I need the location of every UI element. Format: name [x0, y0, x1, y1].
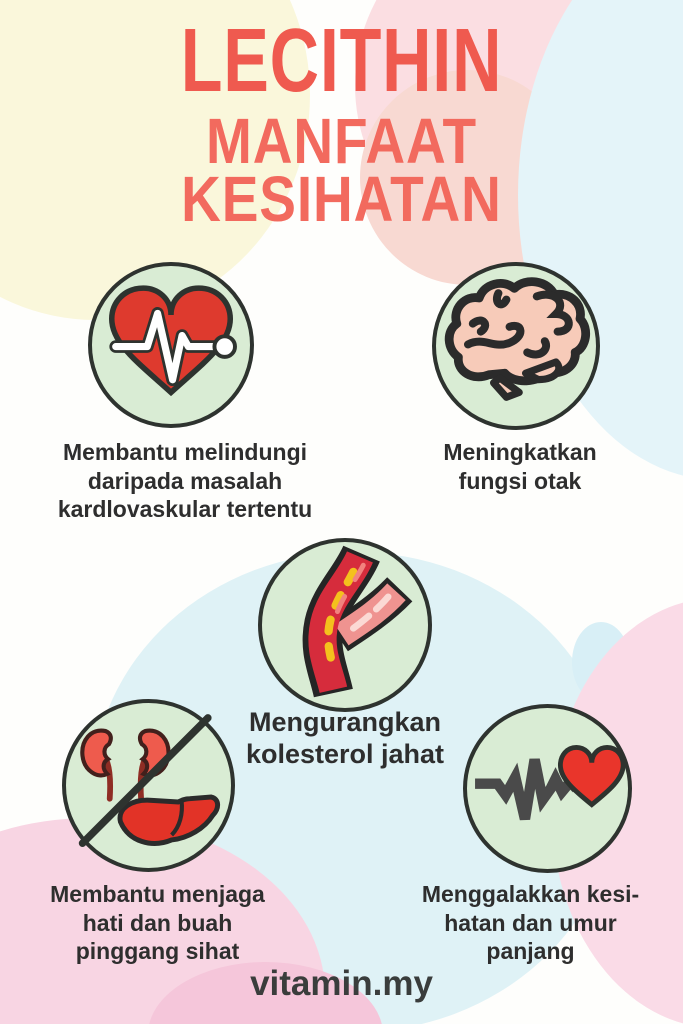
brain-icon [436, 266, 596, 426]
caption-brain [385, 438, 655, 495]
caption-line: Menggalakkan kesi- [421, 881, 640, 907]
caption-line: kolesterol jahat [245, 739, 445, 770]
clogged-artery-icon [262, 542, 428, 708]
benefit-circle-liver-kidney [62, 699, 235, 872]
caption-longevity [378, 880, 683, 966]
caption-line: Meningkatkan [443, 439, 597, 465]
caption-line: Membantu melindungi [62, 439, 308, 465]
page-title [0, 11, 683, 111]
heart-ecg-icon [92, 266, 250, 424]
page-title-text: LECITHIN [180, 11, 503, 111]
caption-line: Membantu menjaga [50, 881, 265, 907]
caption-line: pinggang sihat [75, 938, 240, 965]
heartbeat-line-heart-icon [467, 708, 628, 869]
caption-line: kardlovaskular tertentu [57, 496, 313, 523]
caption-line: Mengurangkan [248, 707, 442, 737]
benefit-circle-cardio [88, 262, 254, 428]
caption-line: hatan dan umur [444, 909, 617, 936]
benefit-circle-cholesterol [258, 538, 432, 712]
benefit-circle-longevity [463, 704, 632, 873]
caption-line: hati dan buah [82, 909, 233, 936]
caption-line: panjang [486, 938, 575, 965]
caption-liver-kidney [5, 880, 310, 966]
caption-cardio [10, 438, 360, 524]
page-subtitle-text-2: KESIHATAN [181, 163, 502, 235]
footer-brand: vitamin.my [250, 964, 433, 1003]
page-subtitle-line2 [0, 163, 683, 235]
caption-line: daripada masalah [87, 467, 283, 494]
caption-cholesterol [190, 706, 500, 771]
caption-line: fungsi otak [458, 467, 582, 494]
kidneys-liver-icon [66, 703, 231, 868]
page-subtitle-text-1: MANFAAT [206, 105, 477, 177]
benefit-circle-brain [432, 262, 600, 430]
